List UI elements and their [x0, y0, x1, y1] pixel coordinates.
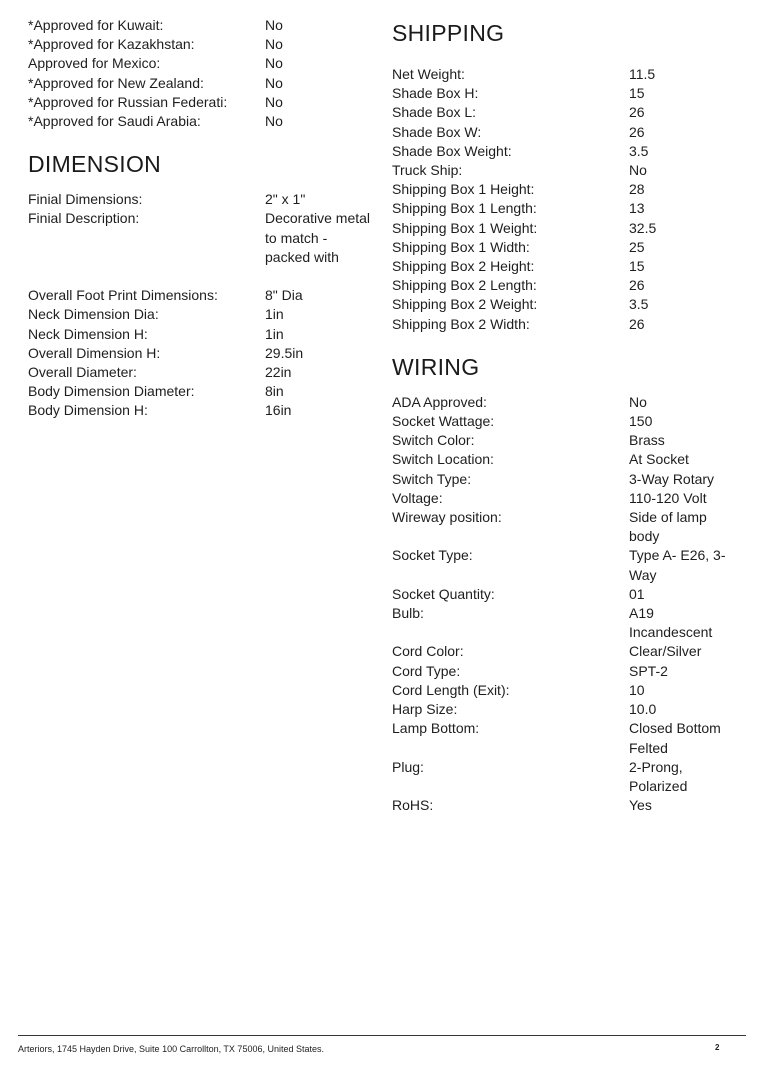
- spec-label: Cord Color:: [392, 643, 464, 660]
- spec-row: [392, 489, 752, 508]
- spec-value: Side of lamp body: [629, 509, 707, 545]
- spec-value: No: [629, 393, 647, 410]
- spec-row: [392, 642, 752, 661]
- spec-label: Shipping Box 2 Height:: [392, 258, 535, 275]
- spec-label: Body Dimension Diameter:: [28, 383, 195, 400]
- spec-label: Finial Description:: [28, 210, 140, 227]
- spec-value: 22in: [265, 364, 292, 381]
- spec-value: 8" Dia: [265, 287, 303, 304]
- spec-value: 8in: [265, 383, 284, 400]
- spec-label: Shipping Box 2 Weight:: [392, 296, 538, 313]
- spec-row: [28, 344, 378, 363]
- spec-label: Shipping Box 1 Width:: [392, 238, 530, 255]
- spec-value: No: [265, 55, 283, 72]
- spec-value: Brass: [629, 432, 665, 449]
- footer-address: Arteriors, 1745 Hayden Drive, Suite 100 Carrollton, TX 75006, United States.: [18, 1044, 324, 1054]
- spec-label: Socket Type:: [392, 547, 473, 564]
- spec-row: [392, 431, 752, 450]
- spec-label: Overall Dimension H:: [28, 344, 161, 361]
- spec-value: No: [265, 113, 283, 130]
- spec-label: *Approved for Kazakhstan:: [28, 36, 195, 53]
- spec-value: 25: [629, 238, 645, 255]
- spec-row: [392, 238, 752, 257]
- spec-value: 29.5in: [265, 344, 304, 361]
- wiring-heading: WIRING: [392, 353, 480, 380]
- spec-value: Yes: [629, 797, 652, 814]
- spec-value: No: [265, 36, 283, 53]
- spec-row: [392, 84, 752, 103]
- spec-label: Harp Size:: [392, 701, 458, 718]
- spec-label: Plug:: [392, 758, 424, 775]
- spec-label: *Approved for Russian Federati:: [28, 93, 228, 110]
- spec-value: 28: [629, 181, 645, 198]
- spec-value: 26: [629, 315, 645, 332]
- approvals-section: [28, 16, 378, 131]
- spec-row: [28, 363, 378, 382]
- spec-label: Shade Box W:: [392, 123, 482, 140]
- spec-row: [392, 103, 752, 122]
- spec-label: Finial Dimensions:: [28, 191, 143, 208]
- dimension-heading: DIMENSION: [28, 151, 162, 178]
- spec-value: SPT-2: [629, 662, 668, 679]
- spec-label: Shipping Box 2 Length:: [392, 277, 537, 294]
- spec-row: [392, 199, 752, 218]
- spec-label: *Approved for Kuwait:: [28, 17, 164, 33]
- spec-label: RoHS:: [392, 797, 434, 814]
- spec-value: 15: [629, 85, 645, 102]
- spec-label: Neck Dimension Dia:: [28, 306, 159, 323]
- spec-row: [392, 796, 752, 815]
- spec-value: No: [629, 162, 647, 179]
- spec-label: Truck Ship:: [392, 162, 463, 179]
- spec-label: Shipping Box 1 Length:: [392, 200, 537, 217]
- spec-row: [28, 286, 378, 305]
- spec-value: A19 Incandescent: [629, 605, 713, 641]
- spec-row: [392, 276, 752, 295]
- spec-label: Shipping Box 1 Height:: [392, 181, 535, 198]
- spec-label: Socket Quantity:: [392, 585, 495, 602]
- spec-value: At Socket: [629, 451, 689, 468]
- spec-value: 3.5: [629, 142, 649, 159]
- spec-row: [392, 219, 752, 238]
- footer-divider: [18, 1035, 746, 1036]
- spec-label: Net Weight:: [392, 66, 465, 82]
- spec-row: [392, 180, 752, 199]
- spec-label: Socket Wattage:: [392, 413, 495, 430]
- spec-row: [28, 74, 378, 93]
- spec-value: No: [265, 17, 283, 33]
- spec-row: [28, 305, 378, 324]
- spec-label: Wireway position:: [392, 509, 502, 526]
- spec-value: 13: [629, 200, 645, 217]
- spec-value: 110-120 Volt: [629, 489, 707, 506]
- spec-row: [392, 604, 752, 642]
- spec-label: Body Dimension H:: [28, 402, 148, 419]
- spec-label: ADA Approved:: [392, 393, 487, 410]
- spec-row: [392, 585, 752, 604]
- spec-value: No: [265, 74, 283, 91]
- spec-value: 150: [629, 413, 653, 430]
- spec-value: 1in: [265, 325, 284, 342]
- spec-label: Shade Box Weight:: [392, 142, 512, 159]
- spec-label: Voltage:: [392, 489, 443, 506]
- spec-row: [392, 719, 752, 757]
- spec-label: Shade Box L:: [392, 104, 477, 121]
- spec-row: [392, 65, 752, 84]
- spec-row: [392, 508, 752, 546]
- spec-row: [28, 401, 378, 420]
- spec-row: [392, 662, 752, 681]
- spec-value: 10.0: [629, 701, 657, 718]
- spec-label: Lamp Bottom:: [392, 720, 480, 737]
- spec-value: 26: [629, 123, 645, 140]
- spec-value: 32.5: [629, 219, 657, 236]
- spec-label: Neck Dimension H:: [28, 325, 148, 342]
- spec-value: 3.5: [629, 296, 649, 313]
- spec-value: 26: [629, 277, 645, 294]
- spec-row: [392, 295, 752, 314]
- spec-label: Shipping Box 1 Weight:: [392, 219, 538, 236]
- spec-row: [28, 35, 378, 54]
- spec-row: [392, 257, 752, 276]
- spec-row: [392, 470, 752, 489]
- page-number: 2: [715, 1043, 720, 1052]
- spec-value: 3-Way Rotary: [629, 470, 715, 487]
- spec-row: [392, 161, 752, 180]
- spec-label: *Approved for New Zealand:: [28, 74, 204, 91]
- spec-label: Shade Box H:: [392, 85, 479, 102]
- spec-label: Switch Type:: [392, 470, 472, 487]
- spec-value: No: [265, 93, 283, 110]
- spec-label: Approved for Mexico:: [28, 55, 161, 72]
- spec-value: Clear/Silver: [629, 643, 702, 660]
- spec-value: 11.5: [629, 66, 656, 82]
- spec-value: 10: [629, 681, 645, 698]
- spec-row: [392, 681, 752, 700]
- spec-row: [392, 450, 752, 469]
- spec-row: [392, 700, 752, 719]
- right-column: [392, 16, 752, 815]
- shipping-section: [392, 65, 752, 334]
- spec-row: [392, 546, 752, 584]
- spec-value: Type A- E26, 3-Way: [629, 547, 726, 583]
- spec-row: [28, 382, 378, 401]
- spec-value: 1in: [265, 306, 284, 323]
- spec-row: [392, 315, 752, 334]
- spec-label: Overall Diameter:: [28, 364, 137, 381]
- spec-value: Closed Bottom Felted: [629, 720, 721, 756]
- spec-value: 01: [629, 585, 645, 602]
- wiring-section: [392, 393, 752, 815]
- shipping-heading: SHIPPING: [392, 20, 505, 46]
- spec-label: Switch Location:: [392, 451, 494, 468]
- dimension-section: [28, 190, 378, 420]
- spec-value: 15: [629, 258, 645, 275]
- spec-label: Switch Color:: [392, 432, 475, 449]
- spec-row: [28, 16, 378, 35]
- spec-value: 26: [629, 104, 645, 121]
- spec-row: [28, 325, 378, 344]
- spec-row: [392, 412, 752, 431]
- spec-label: Bulb:: [392, 605, 424, 622]
- left-column: [28, 16, 378, 421]
- spec-row: [28, 209, 378, 267]
- spec-label: Overall Foot Print Dimensions:: [28, 287, 218, 304]
- spec-value: 16in: [265, 402, 292, 419]
- spec-row: [28, 112, 378, 131]
- spec-label: Shipping Box 2 Width:: [392, 315, 530, 332]
- spec-row: [392, 393, 752, 412]
- spec-label: *Approved for Saudi Arabia:: [28, 113, 201, 130]
- spec-row: [28, 54, 378, 73]
- spec-value: Decorative metal to match - packed with: [265, 210, 371, 265]
- spec-label: Cord Type:: [392, 662, 461, 679]
- spec-row: [392, 758, 752, 796]
- spec-row: [392, 123, 752, 142]
- spec-row: [28, 190, 378, 209]
- spec-row: [28, 93, 378, 112]
- spec-value: 2" x 1": [265, 191, 306, 208]
- spec-row: [392, 142, 752, 161]
- spec-value: 2-Prong, Polarized: [629, 758, 688, 794]
- spec-label: Cord Length (Exit):: [392, 681, 510, 698]
